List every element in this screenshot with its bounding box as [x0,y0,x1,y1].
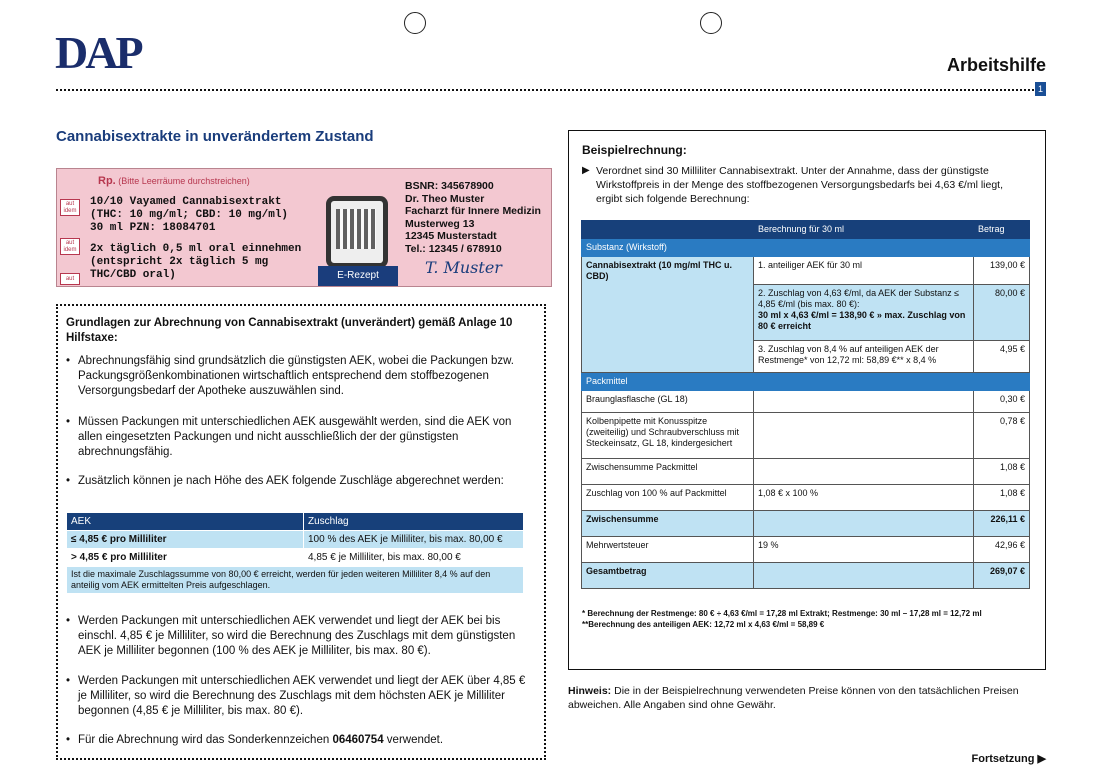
bullet-item: • Abrechnungsfähig sind grundsätzlich die günstigsten AEK, wobei die Packungen bzw. Packungsgrößenkombinationen wirtschaftlich entsprechend dem stoffbezogenen Versorgungsbedarf der Apotheke auszuwählen sind. [66,354,536,399]
signature: T. Muster [425,258,502,277]
rx-line: 10/10 Vayamed Cannabisextrakt [90,196,282,208]
bullet-item: • Werden Packungen mit unterschiedlichen AEK verwendet und liegt der AEK über 4,85 € je Milliliter, so wird die Berechnung des Zuschlags mit dem höchsten AEK je Milliliter begonnen (4,85 € je Milliliter, bis max. 80 €). [66,674,536,719]
example-title: Beispielrechnung: [582,143,687,157]
qr-code-icon [336,209,376,249]
document-type: Arbeitshilfe [946,55,1046,75]
erezept-label: E-Rezept [318,266,398,286]
rx-line: THC/CBD oral) [90,269,176,281]
logo: DAP [55,27,141,78]
example-intro: ▶ Verordnet sind 30 Milliliter Cannabisextrakt. Unter der Annahme, dass der günstigste Wirkstoffpreis in der Menge des stoffbezogenen Versorgungsbedarfs bei 4,63 €/ml liegt, ergibt sich folgende Berechnung: [582,164,1032,206]
page-number: 1 [1035,82,1046,96]
rx-line: (THC: 10 mg/ml; CBD: 10 mg/ml) [90,209,289,221]
calculation-table: Berechnung für 30 ml Betrag Substanz (Wirkstoff) Cannabisextrakt (10 mg/ml THC u. CBD) 1. anteiliger AEK für 30 ml 139,00 € 2. Zuschlag von 4,63 €/ml, da AEK der Substanz ≤ 4,85 €/ml (bis max. 80 €): 30 ml x 4,63 €/ml = 138,90 € » max. Zuschlag von 80 € erreicht 80,00 € 3. Zuschlag von 8,4 % auf anteiligen AEK der Restmenge* von 12,72 ml: 58,89 €** x 8,4 % 4,95 € Packmittel Braunglasflasche (GL 18) 0,30 € Kolbenpipette mit Konusspitze (zweiteilig) und Schraubverschluss mit Steckeinsatz, GL 18, kindergesichert 0,78 € Zwischensumme Packmittel 1,08 € Zuschlag von 100 % auf Packmittel 1,08 € x 100 % 1,08 € Zwischensumme 226,11 € Mehrwertsteuer 19 % 42,96 € Gesamtbetrag 269,07 € [581,220,1030,589]
aut-box: aut [60,273,80,285]
rx-line: 30 ml PZN: 18084701 [90,222,216,234]
rx-line: 2x täglich 0,5 ml oral einnehmen [90,243,302,255]
aut-idem-box: aut idem [60,238,80,255]
punch-hole-right [700,12,722,34]
phone-icon [326,196,388,268]
bullet-item: • Werden Packungen mit unterschiedlichen AEK verwendet und liegt der AEK bei bis einschl. 4,85 € je Milliliter, so wird die Berechnung des Zuschlags mit dem günstigsten AEK je Milliliter begonnen (100 % des AEK je Milliliter, bis max. 80 €). [66,614,536,659]
doctor-info: BSNR: 345678900 Dr. Theo Muster Facharzt für Innere Medizin Musterweg 13 12345 Musterstadt Tel.: 12345 / 678910 [405,180,541,255]
bullet-item: • Für die Abrechnung wird das Sonderkennzeichen 06460754 verwendet. [66,733,536,748]
section-title: Cannabisextrakte in unverändertem Zustand [56,128,374,145]
bullet-item: • Müssen Packungen mit unterschiedlichen AEK ausgewählt werden, sind die AEK von allen eingesetzten Packungen und nicht ausschließlich der der günstigsten abrechnungsfähig. [66,415,536,460]
billing-basics-title: Grundlagen zur Abrechnung von Cannabisextrakt (unverändert) gemäß Anlage 10 Hilfstaxe: [66,317,513,344]
continue-link[interactable]: Fortsetzung ▶ [971,753,1046,765]
aut-idem-box: aut idem [60,199,80,216]
footnotes: * Berechnung der Restmenge: 80 € ÷ 4,63 €/ml = 17,28 ml Extrakt; Restmenge: 30 ml – 17,28 ml = 12,72 ml **Berechnung des anteiligen AEK: 12,72 ml x 4,63 €/ml = 58,89 € [582,609,982,629]
prescription-header: Rp. (Bitte Leerräume durchstreichen) [98,175,250,187]
header-divider [56,89,1034,91]
punch-hole-left [404,12,426,34]
bullet-item: • Zusätzlich können je nach Höhe des AEK folgende Zuschläge abgerechnet werden: [66,474,536,489]
surcharge-table: AEK Zuschlag ≤ 4,85 € pro Milliliter 100 % des AEK je Milliliter, bis max. 80,00 € > 4,85 € pro Milliliter 4,85 € je Milliliter, bis max. 80,00 € Ist die maximale Zuschlagssumme von 80,00 € erreicht, werden für jeden weiteren Milliliter 8,4 % auf den anteilig vom AEK ermittelten Preis aufgeschlagen. [66,512,524,594]
disclaimer: Hinweis: Die in der Beispielrechnung verwendeten Preise können von den tatsächlichen Preisen abweichen. Alle Angaben sind ohne Gewähr. [568,685,1019,711]
rx-line: (entspricht 2x täglich 5 mg [90,256,269,268]
